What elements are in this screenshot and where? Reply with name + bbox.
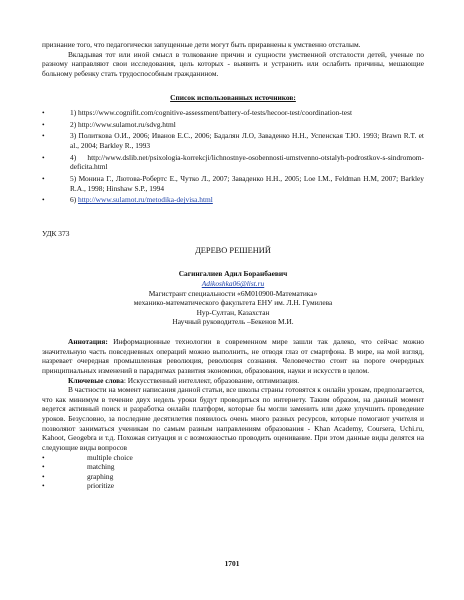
reference-item — [42, 195, 424, 205]
body-paragraph: В частности на момент написания данной статьи, все школы страны готовятся к онлайн урокам, предполагается, что как минимум в течение двух недель уроки будут проводиться по интернету. Таким образом, на данный момент ведется активный поиск и разработка онлайн платформ, которые бы могли заменить или даже улучшить проведение уроков. Безусловно, за последние десятилетия появилось очень много разных ресурсов, которые помогают учителя и позволяют заниматься ученикам по самым разным направлениям образования - Khan Academy, Coursera, Uchi.ru, Kahoot, Geogebra и т.д. Похожая ситуация и с возможностью проводить оценивание. При этом данные виды делятся на следующие виды вопросов — [42, 385, 424, 452]
bullet-icon: • — [42, 131, 45, 141]
annotation-label: Аннотация: — [68, 337, 108, 347]
reference-text: 3) Политкова О.И., 2006; Иванов Е.С., 2006; Бадалян Л.О, Заваденко Н.Н., Успенская Т.Ю. 1993; Brawn R.T. et al., 2004; Barkley R., 1993 — [70, 131, 424, 150]
bullet-icon: • — [42, 462, 45, 472]
paragraph-top-1: признание того, что педагогически запущенные дети могут быть приравнены к умственно отсталым. — [42, 40, 361, 49]
bullet-icon: • — [42, 481, 45, 491]
page-content — [42, 40, 424, 491]
reference-text: 4) http://www.dslib.net/psixologia-korrekcji/lichnostnye-osobennosti-umstvenno-otstalyh-podrostkov-s-sindromom-deficita.html — [70, 152, 424, 172]
reference-text: 2) http://www.sulamot.ru/sdvg.html — [70, 119, 176, 129]
bullet-icon: • — [42, 452, 45, 462]
reference-item — [42, 120, 424, 130]
bullet-icon: • — [42, 152, 45, 162]
reference-item — [42, 108, 424, 118]
annotation-text: Информационные технологии в современном мире зашли так далеко, что сейчас можно значительную часть повседневных операций можно выполнить, не отводя глаз от смартфона. В мире, на мой взгляд, назревает очередная промышленная революция, революция сознания. Человечество стоит на пороге очередных принципиальных изменений в парадигмах развития экономики, образования, науки и искусств в целом. — [42, 337, 424, 375]
reference-item — [42, 174, 424, 193]
reference-item — [42, 153, 424, 172]
bullet-icon: • — [42, 119, 45, 129]
list-item-text: prioritize — [87, 481, 115, 491]
supervisor-line: Научный руководитель –Бекенов М.И. — [172, 317, 294, 327]
bullet-icon: • — [42, 108, 45, 118]
list-item — [42, 462, 424, 472]
bullet-icon: • — [42, 173, 45, 183]
references-heading: Список использованных источников: — [170, 92, 296, 102]
list-item-text: graphing — [87, 471, 114, 481]
references-list — [42, 108, 424, 205]
article-title: ДЕРЕВО РЕШЕНИЙ — [195, 246, 271, 256]
list-item — [42, 481, 424, 491]
author-name: Сагингалиев Адил Боранбаевич — [178, 269, 288, 279]
keywords-text: : Искусственный интеллект, образование, оптимизация. — [123, 375, 300, 385]
page-number: 1701 — [224, 559, 240, 568]
list-item — [42, 472, 424, 482]
reference-item — [42, 131, 424, 150]
annotation-paragraph — [42, 337, 424, 376]
bullet-icon: • — [42, 471, 45, 481]
list-item — [42, 453, 424, 463]
email-link[interactable]: Adikoshka06@list.ru — [201, 278, 265, 288]
city-line: Нур-Султан, Казахстан — [196, 307, 270, 317]
udk-code: УДК 373 — [42, 228, 70, 238]
affiliation-line-1: Магистрант специальности «6М010900-Математика» — [148, 288, 318, 298]
keywords-label: Ключевые слова — [68, 375, 124, 385]
keywords-paragraph — [42, 376, 424, 386]
list-item-text: matching — [87, 462, 115, 472]
list-item-text: multiple choice — [87, 452, 133, 462]
bullet-icon: • — [42, 195, 45, 205]
reference-text: 5) Монина Г., Лютова-Робертс Е., Чутко Л., 2007; Заваденко Н.Н., 2005; Loe I.M., Feldman H.M, 2007; Barkley R.A., 1998; Hinshaw S.P., 1994 — [70, 173, 424, 193]
question-types-list — [42, 453, 424, 492]
reference-text: 1) https://www.cognifit.com/cognitive-assessment/battery-of-tests/hecoor-test/coordination-test — [70, 108, 352, 118]
reference-text: 6) — [70, 195, 79, 205]
affiliation-line-2: механико-математического факультета ЕНУ им. Л.Н. Гумилева — [133, 298, 333, 308]
reference-link[interactable]: http://www.sulamot.ru/metodika-dejvisa.html — [78, 195, 213, 205]
paragraph-top-2: Вкладывая тот или иной смысл в толкование причин и сущности умственной отсталости детей, ученые по разному направляют свои исследования, цель которых - выявить и устранить или ослабить причины, мешающие больному ребенку стать трудоспособным гражданином. — [42, 49, 424, 78]
author-email[interactable] — [42, 279, 424, 289]
